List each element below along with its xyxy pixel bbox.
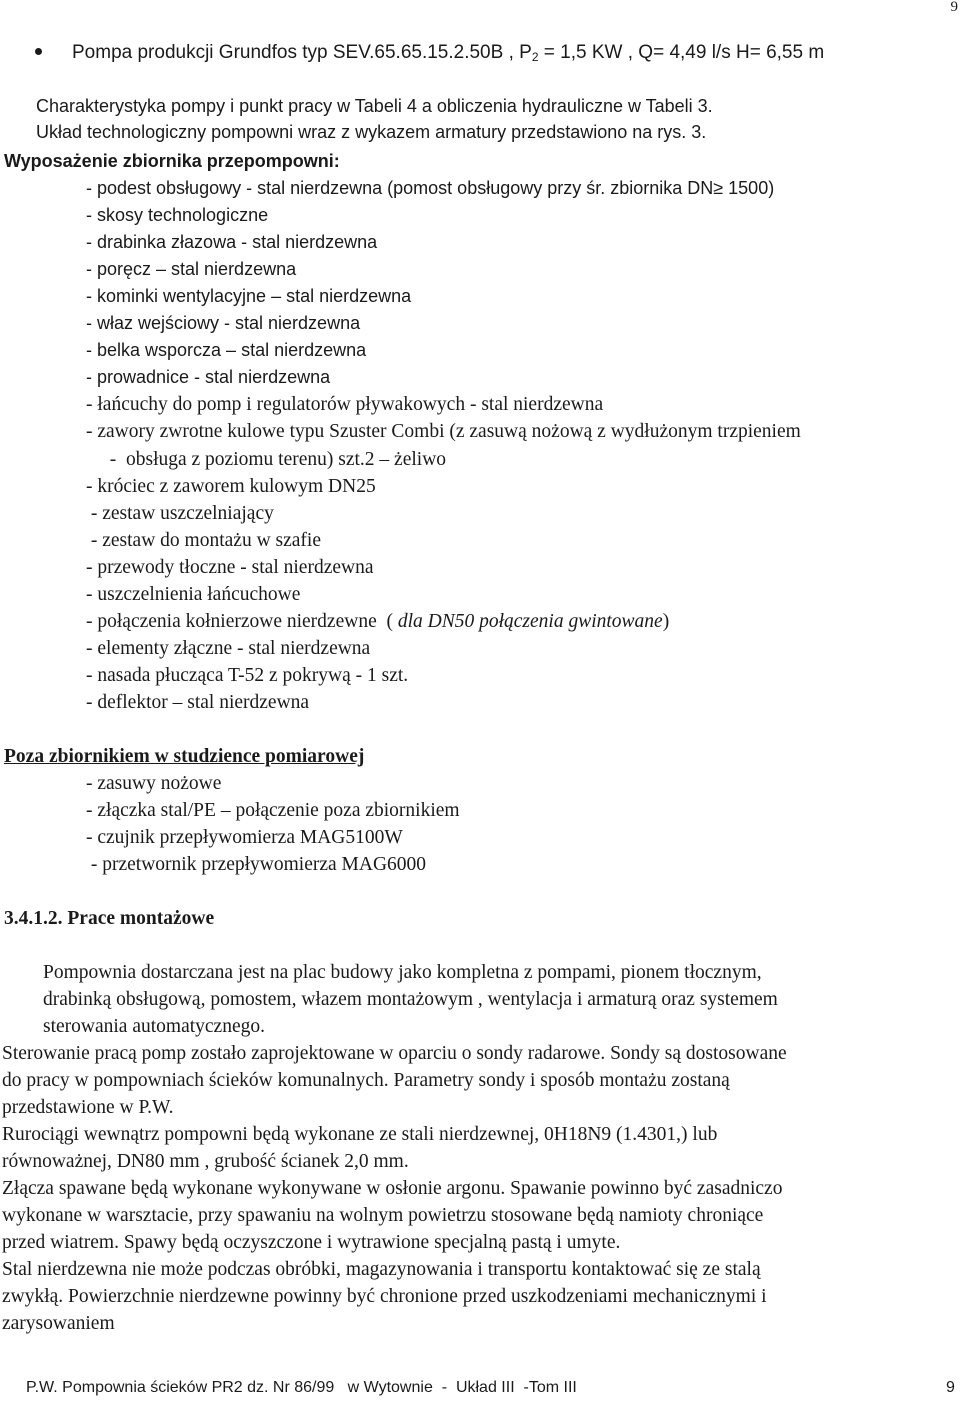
paragraph-line: zarysowaniem (2, 1313, 115, 1334)
equipment-item: - skosy technologiczne (86, 205, 269, 225)
paragraph-line: zwykłą. Powierzchnie nierdzewne powinny być chronione przed uszkodzeniami mechanicznymi i (2, 1286, 767, 1307)
equipment-item: - króciec z zaworem kulowym DN25 (86, 476, 376, 497)
equipment-item: - poręcz – stal nierdzewna (86, 259, 297, 279)
equipment-item: - drabinka złazowa - stal nierdzewna (86, 232, 378, 252)
equipment-item-flange (86, 612, 669, 632)
chamber-item: - przetwornik przepływomierza MAG6000 (86, 854, 427, 875)
paragraph-line: wykonane w warsztacie, przy spawaniu na wolnym powietrzu stosowane będą namioty chroniące (2, 1205, 764, 1226)
paragraph-line: Pompownia dostarczana jest na plac budowy jako kompletna z pompami, pionem tłocznym, (43, 962, 762, 983)
flange-suffix: ) (662, 611, 670, 632)
equipment-item: - podest obsługowy - stal nierdzewna (pomost obsługowy przy śr. zbiornika DN≥ 1500) (86, 178, 775, 198)
equipment-item: - uszczelnienia łańcuchowe (86, 584, 301, 605)
paragraph-line: Stal nierdzewna nie może podczas obróbki, magazynowania i transportu kontaktować się ze stalą (2, 1259, 761, 1280)
paragraph-line: do pracy w pompowniach ścieków komunalnych. Parametry sondy i sposób montażu zostaną (2, 1070, 730, 1091)
pump-spec-line (72, 43, 824, 63)
footer-text: P.W. Pompownia ścieków PR2 dz. Nr 86/99 w Wytownie - Układ III -Tom III (26, 1379, 577, 1396)
equipment-item: - elementy złączne - stal nierdzewna (86, 638, 371, 659)
paragraph-line: Rurociągi wewnątrz pompowni będą wykonane ze stali nierdzewnej, 0H18N9 (1.4301,) lub (2, 1124, 718, 1145)
paragraph-line: równoważnej, DN80 mm , grubość ścianek 2,0 mm. (2, 1151, 409, 1172)
paragraph-line: drabinką obsługową, pomostem, włazem montażowym , wentylacja i armaturą oraz systemem (43, 989, 778, 1010)
equipment-item: - nasada płucząca T-52 z pokrywą - 1 szt. (86, 665, 409, 686)
flange-note: dla DN50 połączenia gwintowane (397, 611, 663, 632)
pump-spec-sub: 2 (531, 50, 539, 64)
page-number-top: 9 (950, 0, 958, 15)
paragraph-line: Złącza spawane będą wykonane wykonywane w osłonie argonu. Spawanie powinno być zasadniczo (2, 1178, 783, 1199)
paragraph-line: sterowania automatycznego. (43, 1016, 265, 1037)
flange-prefix: - połączenia kołnierzowe nierdzewne ( (86, 611, 398, 632)
intro-line-1: Charakterystyka pompy i punkt pracy w Tabeli 4 a obliczenia hydrauliczne w Tabeli 3. (36, 96, 713, 116)
chamber-item: - zasuwy nożowe (86, 773, 222, 794)
pump-spec-prefix: Pompa produkcji Grundfos typ SEV.65.65.15.2.50B , P (72, 42, 532, 63)
intro-line-2: Układ technologiczny pompowni wraz z wykazem armatury przedstawiono na rys. 3. (36, 122, 707, 142)
equipment-item: - prowadnice - stal nierdzewna (86, 367, 331, 387)
paragraph-line: przedstawione w P.W. (2, 1097, 174, 1118)
pump-spec-suffix: = 1,5 KW , Q= 4,49 l/s H= 6,55 m (538, 42, 825, 63)
equipment-item: - łańcuchy do pomp i regulatorów pływakowych - stal nierdzewna (86, 394, 604, 415)
paragraph-line: przed wiatrem. Spawy będą oczyszczone i wytrawione specjalną pastą i umyte. (2, 1232, 621, 1253)
chamber-heading: Poza zbiornikiem w studzience pomiarowej (4, 746, 365, 767)
section-heading: 3.4.1.2. Prace montażowe (4, 908, 215, 929)
equipment-item: - właz wejściowy - stal nierdzewna (86, 313, 361, 333)
footer-page-number: 9 (946, 1379, 955, 1396)
chamber-item: - czujnik przepływomierza MAG5100W (86, 827, 403, 848)
equipment-item: - obsługa z poziomu terenu) szt.2 – żeliwo (100, 449, 447, 470)
equipment-item: - przewody tłoczne - stal nierdzewna (86, 557, 374, 578)
equipment-item: - belka wsporcza – stal nierdzewna (86, 340, 367, 360)
bullet-icon (35, 48, 42, 55)
equipment-item: - kominki wentylacyjne – stal nierdzewna (86, 286, 412, 306)
chamber-item: - złączka stal/PE – połączenie poza zbiornikiem (86, 800, 460, 821)
paragraph-line: Sterowanie pracą pomp zostało zaprojektowane w oparciu o sondy radarowe. Sondy są dostosowane (2, 1043, 787, 1064)
equipment-item: - zawory zwrotne kulowe typu Szuster Combi (z zasuwą nożową z wydłużonym trzpieniem (86, 421, 801, 442)
equipment-item: - deflektor – stal nierdzewna (86, 692, 310, 713)
equipment-item: - zestaw uszczelniający (86, 503, 274, 524)
equipment-item: - zestaw do montażu w szafie (86, 530, 321, 551)
equipment-heading: Wyposażenie zbiornika przepompowni: (4, 151, 340, 171)
